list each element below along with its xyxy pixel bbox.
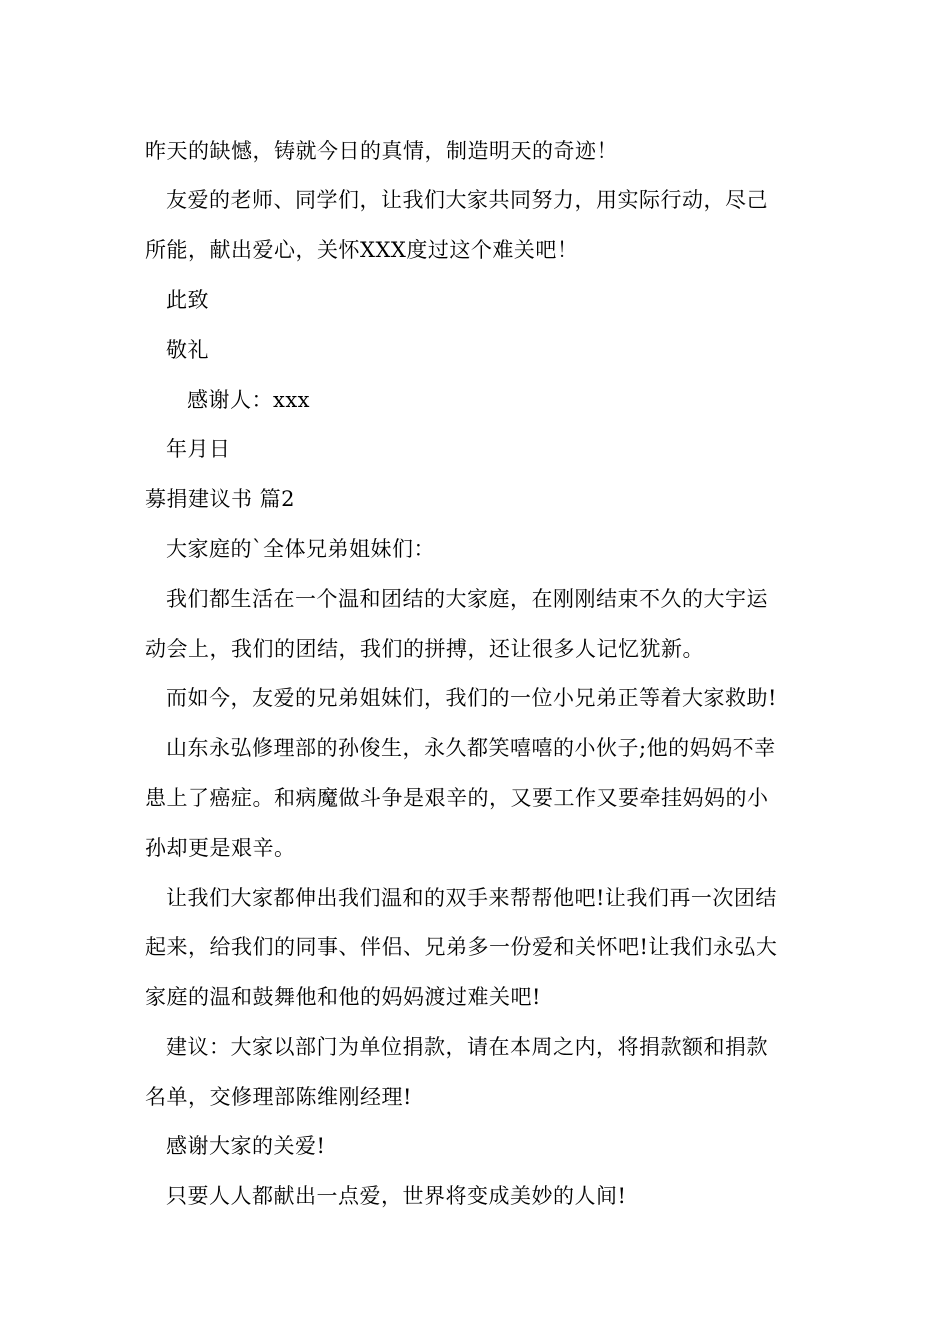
date-line: 年月日 (166, 437, 231, 461)
text-line: 孙却更是艰辛。 (145, 836, 296, 860)
salutation-line: 此致 (166, 288, 209, 312)
text-line: 起来，给我们的同事、伴侣、兄弟多一份爱和关怀吧!让我们永弘大 (145, 935, 778, 959)
text-line: 建议：大家以部门为单位捐款，请在本周之内，将捐款额和捐款 (166, 1035, 768, 1059)
section-heading: 募捐建议书 篇2 (145, 487, 296, 511)
text-line: 山东永弘修理部的孙俊生，永久都笑嘻嘻的小伙子;他的妈妈不幸 (166, 736, 776, 760)
text-line: 家庭的温和鼓舞他和他的妈妈渡过难关吧! (145, 985, 541, 1009)
greeting-line: 大家庭的`全体兄弟姐妹们： (166, 537, 435, 561)
text-line: 让我们大家都伸出我们温和的双手来帮帮他吧!让我们再一次团结 (166, 886, 777, 910)
text-line: 名单，交修理部陈维刚经理! (145, 1085, 412, 1109)
text-line: 友爱的老师、同学们，让我们大家共同努力，用实际行动，尽己 (166, 188, 768, 212)
text-line: 我们都生活在一个温和团结的大家庭，在刚刚结束不久的大宇运 (166, 587, 768, 611)
text-line: 只要人人都献出一点爱，世界将变成美妙的人间! (166, 1184, 627, 1208)
text-line: 而如今，友爱的兄弟姐妹们，我们的一位小兄弟正等着大家救助! (166, 686, 777, 710)
text-line: 昨天的缺憾，铸就今日的真情，制造明天的奇迹！ (145, 139, 618, 163)
salutation-line: 敬礼 (166, 338, 209, 362)
signature-line: 感谢人：xxx (187, 388, 311, 412)
text-line: 患上了癌症。和病魔做斗争是艰辛的，又要工作又要牵挂妈妈的小 (145, 786, 769, 810)
text-line: 感谢大家的关爱! (166, 1134, 326, 1158)
text-line: 所能，献出爱心，关怀XXX度过这个难关吧！ (145, 238, 579, 262)
text-line: 动会上，我们的团结，我们的拼搏，还让很多人记忆犹新。 (145, 637, 704, 661)
